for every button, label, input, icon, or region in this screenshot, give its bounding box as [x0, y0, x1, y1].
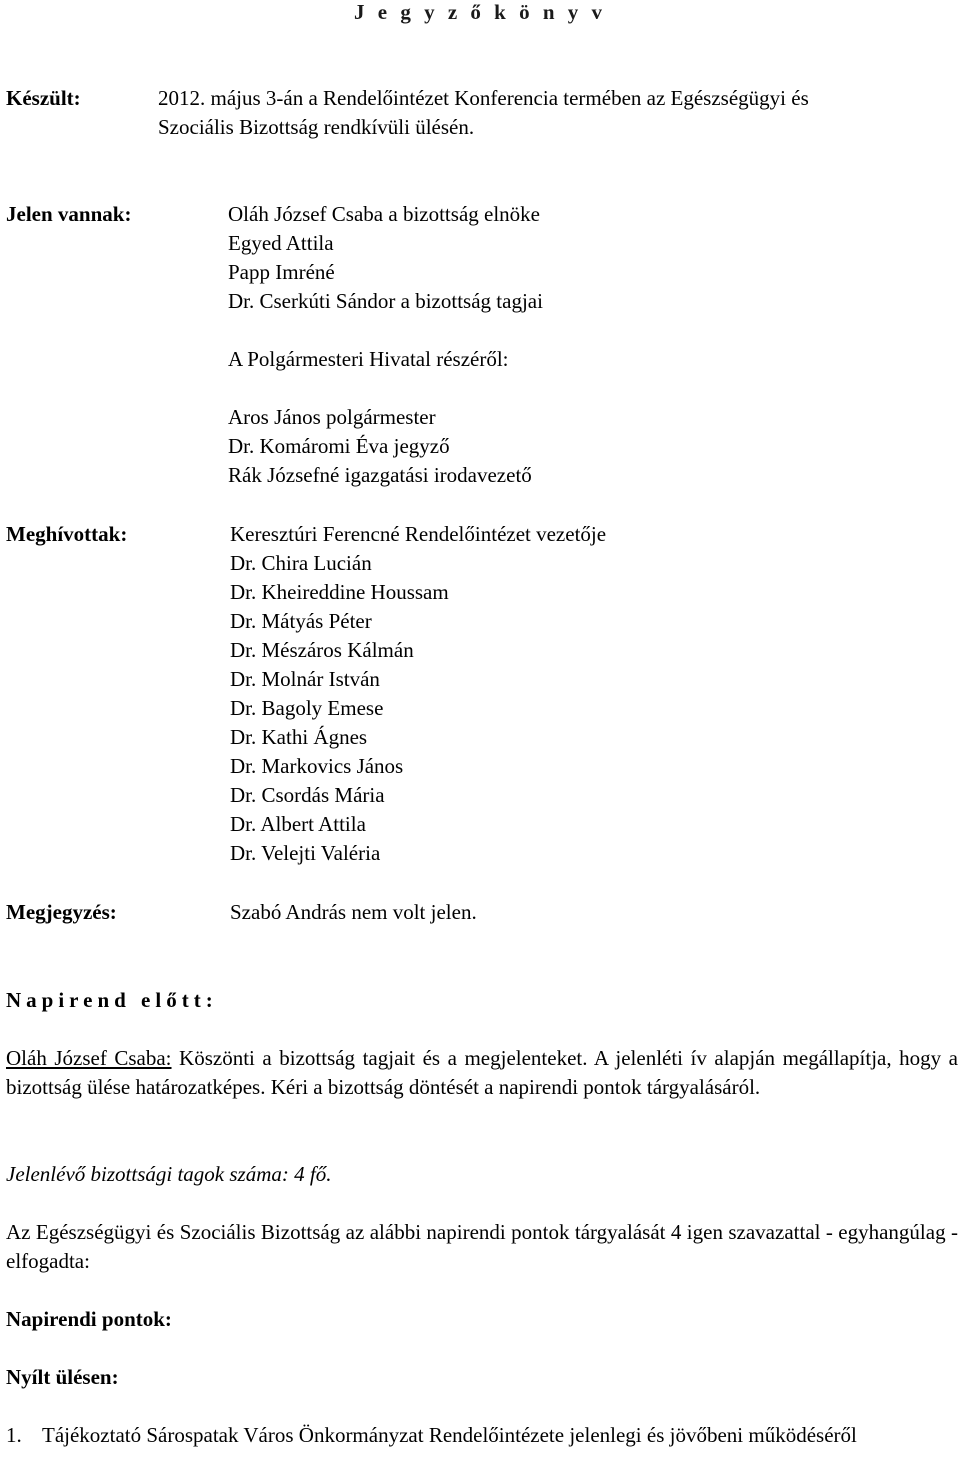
jelenlevo-count: Jelenlévő bizottsági tagok száma: 4 fő. — [6, 1162, 332, 1186]
member-item: Papp Imréné — [228, 260, 335, 284]
invitee-item: Dr. Albert Attila — [230, 812, 366, 836]
invitee-item: Keresztúri Ferencné Rendelőintézet vezetője — [230, 522, 607, 546]
invitee-item: Dr. Kheireddine Houssam — [230, 580, 449, 604]
nyilt-ulesen-heading: Nyílt ülésen: — [6, 1365, 119, 1389]
agenda-item-text: Tájékoztató Sárospatak Város Önkormányzat Rendelőintézete jelenlegi és jövőbeni működéséről — [42, 1423, 857, 1447]
hivatal-item: Aros János polgármester — [228, 405, 436, 429]
napirend-elott-text: Köszönti a bizottság tagjait és a megjelenteket. A jelenléti ív alapján megállapítja, hogy a bizottság ülése határozatképes. Kéri a bizottság döntését a napirendi pontok tárgyalásáról. — [6, 1046, 958, 1099]
hivatal-heading: A Polgármesteri Hivatal részéről: — [228, 347, 509, 371]
hivatal-list — [228, 403, 532, 490]
elfogadta-paragraph: Az Egészségügyi és Szociális Bizottság az alábbi napirendi pontok tárgyalását 4 igen szavazattal - egyhangúlag - elfogadta: — [6, 1220, 958, 1273]
invitee-item: Dr. Kathi Ágnes — [230, 725, 368, 749]
invitee-item: Dr. Mátyás Péter — [230, 609, 372, 633]
napirendi-pontok-heading: Napirendi pontok: — [6, 1307, 172, 1331]
megjegyzes-text: Szabó András nem volt jelen. — [230, 900, 477, 924]
invitee-item: Dr. Molnár István — [230, 667, 380, 691]
keszult-line: Szociális Bizottság rendkívüli ülésén. — [158, 115, 475, 139]
keszult-line: 2012. május 3-án a Rendelőintézet Konferencia termében az Egészségügyi és — [158, 86, 809, 110]
member-item: Egyed Attila — [228, 231, 334, 255]
hivatal-item: Rák Józsefné igazgatási irodavezető — [228, 463, 532, 487]
invitee-item: Dr. Chira Lucián — [230, 551, 372, 575]
meghivottak-list — [230, 520, 606, 868]
member-item: Dr. Cserkúti Sándor a bizottság tagjai — [228, 289, 543, 313]
meghivottak-label: Meghívottak: — [6, 522, 128, 546]
member-item: Oláh József Csaba a bizottság elnöke — [228, 202, 540, 226]
napirend-elott-paragraph — [6, 1044, 958, 1102]
invitee-item: Dr. Velejti Valéria — [230, 841, 381, 865]
megjegyzes-label: Megjegyzés: — [6, 900, 117, 924]
keszult-label: Készült: — [6, 86, 81, 110]
hivatal-item: Dr. Komáromi Éva jegyző — [228, 434, 450, 458]
jelen-vannak-label: Jelen vannak: — [6, 202, 132, 226]
keszult-text — [158, 84, 809, 142]
invitee-item: Dr. Bagoly Emese — [230, 696, 384, 720]
invitee-item: Dr. Markovics János — [230, 754, 404, 778]
document-title: J e g y z ő k ö n y v — [354, 0, 606, 24]
jelen-members-list — [228, 200, 543, 316]
speaker-name: Oláh József Csaba: — [6, 1046, 172, 1070]
invitee-item: Dr. Mészáros Kálmán — [230, 638, 414, 662]
napirend-elott-heading: Napirend előtt: — [6, 988, 218, 1012]
agenda-item-number: 1. — [6, 1423, 22, 1447]
invitee-item: Dr. Csordás Mária — [230, 783, 385, 807]
